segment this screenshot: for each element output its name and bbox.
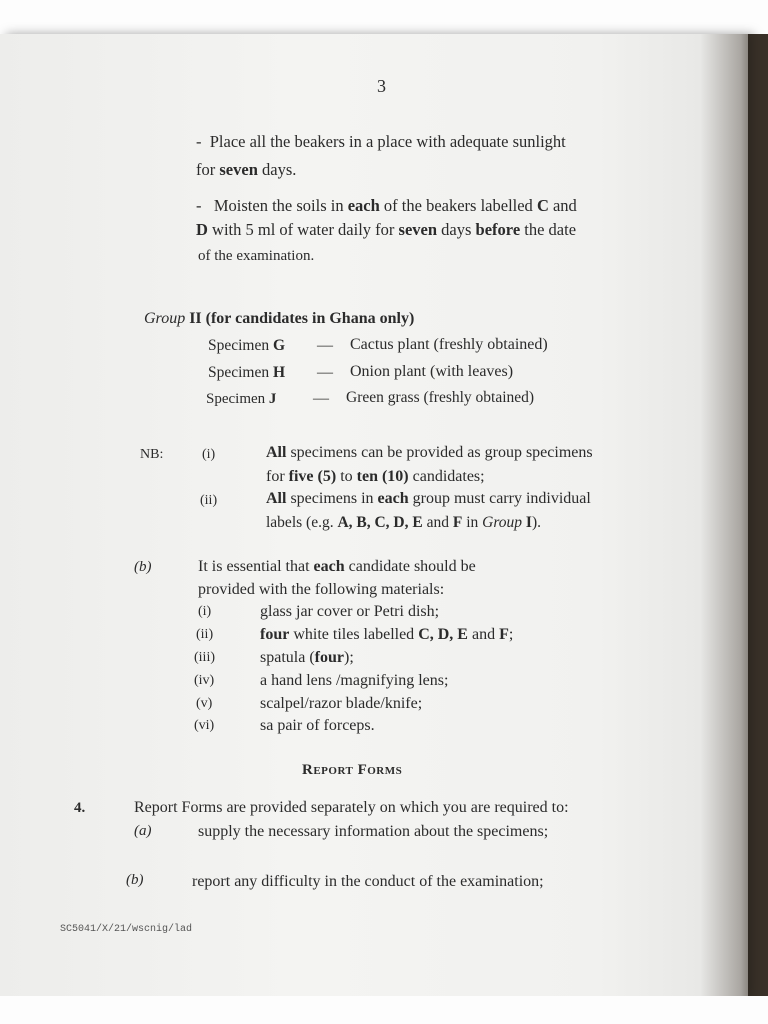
nb-i-line1: All specimens can be provided as group specimens [266, 444, 593, 461]
question-number-4: 4. [74, 800, 86, 816]
specimen-g-desc: Cactus plant (freshly obtained) [350, 336, 548, 353]
material-i: glass jar cover or Petri dish; [260, 603, 440, 620]
report-forms-a-label: (a) [134, 823, 152, 839]
page-number: 3 [377, 76, 386, 96]
material-i-number: (i) [198, 604, 212, 619]
instruction-place-line1: - Place all the beakers in a place with adequate sunlight [196, 132, 566, 151]
group-ii-heading: Group II (for candidates in Ghana only) [144, 310, 415, 327]
bullet-dash: - [196, 132, 210, 151]
material-ii: four white tiles labelled C, D, E and F; [260, 626, 514, 643]
report-forms-b-label: (b) [126, 872, 144, 888]
nb-ii-number: (ii) [200, 493, 218, 508]
bullet-dash: - [196, 196, 214, 215]
specimen-g: Specimen G [208, 337, 286, 354]
specimen-h-desc: Onion plant (with leaves) [350, 363, 514, 380]
report-forms-intro: Report Forms are provided separately on which you are required to: [134, 799, 569, 816]
material-iv-number: (iv) [194, 673, 215, 688]
instruction-moisten-line1: - Moisten the soils in each of the beakers labelled C and [196, 196, 577, 215]
specimen-h-dash: — [317, 364, 333, 381]
material-ii-number: (ii) [196, 627, 214, 642]
specimen-j: Specimen J [206, 391, 277, 407]
report-forms-a-text: supply the necessary information about the specimens; [198, 823, 549, 840]
footer-code: SC5041/X/21/wscnig/lad [60, 924, 193, 935]
material-v-number: (v) [196, 696, 213, 711]
instruction-moisten-line3: of the examination. [198, 248, 315, 264]
section-b-label: (b) [134, 559, 152, 575]
report-forms-b-text: report any difficulty in the conduct of the examination; [192, 873, 544, 890]
material-iii: spatula (four); [260, 649, 354, 666]
instruction-place-line2: for seven days. [196, 160, 297, 179]
specimen-g-dash: — [317, 337, 333, 354]
material-v: scalpel/razor blade/knife; [260, 695, 423, 712]
page-edge-shadow [700, 34, 768, 996]
section-b-line1: It is essential that each candidate should be [198, 558, 476, 575]
specimen-h: Specimen H [208, 364, 286, 381]
specimen-j-desc: Green grass (freshly obtained) [346, 389, 535, 406]
nb-i-line2: for five (5) to ten (10) candidates; [266, 468, 485, 485]
nb-ii-line2: labels (e.g. A, B, C, D, E and F in Group I). [266, 514, 542, 531]
material-iii-number: (iii) [194, 650, 215, 665]
instruction-moisten-line2: D with 5 ml of water daily for seven days before the date [196, 220, 577, 239]
nb-ii-line1: All specimens in each group must carry individual [266, 490, 591, 507]
specimen-j-dash: — [313, 390, 329, 407]
section-b-line2: provided with the following materials: [198, 581, 445, 598]
material-iv: a hand lens /magnifying lens; [260, 672, 449, 689]
material-vi-number: (vi) [194, 718, 215, 733]
bottom-margin [0, 996, 768, 1024]
material-vi: sa pair of forceps. [260, 717, 375, 734]
report-forms-heading: Report Forms [302, 762, 403, 778]
nb-label: NB: [140, 447, 164, 462]
nb-i-number: (i) [202, 447, 216, 462]
top-margin [0, 0, 768, 34]
